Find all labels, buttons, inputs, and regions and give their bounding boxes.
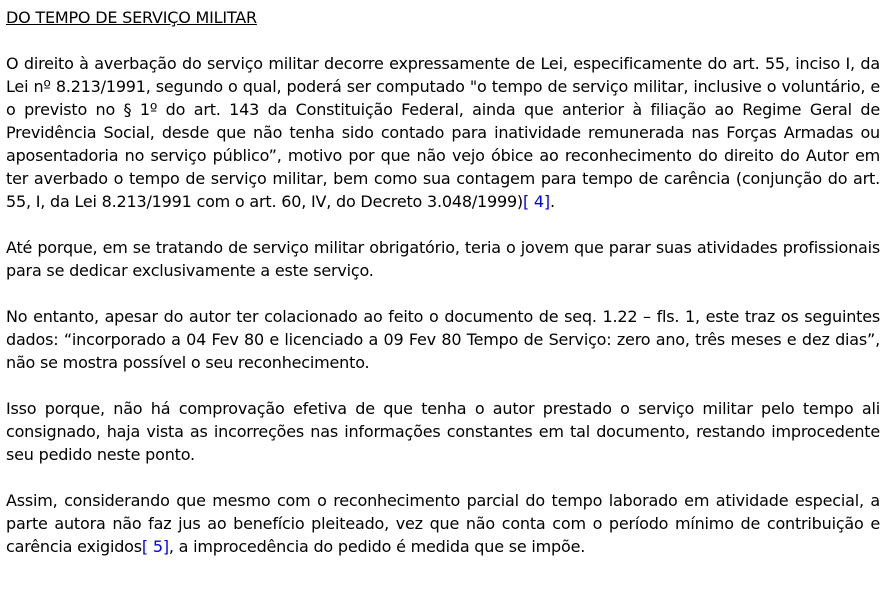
paragraph-servico-obrigatorio: Até porque, em se tratando de serviço militar obrigatório, teria o jovem que parar suas atividades profissionais para se dedicar exclusivamente a este serviço. <box>6 238 880 280</box>
paragraph-averbacao <box>6 52 880 213</box>
footnote-link-5[interactable]: [ 5] <box>141 537 169 556</box>
paragraph-text: Assim, considerando que mesmo com o reconhecimento parcial do tempo laborado em atividade especial, a parte autora não faz jus ao benefício pleiteado, vez que não conta com o período mínimo de contribuição e carência exigidos <box>6 491 880 556</box>
paragraph-documento-seq: No entanto, apesar do autor ter colacionado ao feito o documento de seq. 1.22 – fls. 1, este traz os seguintes dados: “incorporado a 04 Fev 80 e licenciado a 09 Fev 80 Tempo de Serviço: zero ano, três meses e dez dias”, não se mostra possível o seu reconhecimento. <box>6 307 880 372</box>
paragraph-text: O direito à averbação do serviço militar decorre expressamente de Lei, especificamente do art. 55, inciso I, da Lei nº 8.213/1991, segundo o qual, poderá ser computado "o tempo de serviço militar, inclusive o voluntário, e o previsto no § 1º do art. 143 da Constituição Federal, ainda que anterior à filiação ao Regime Geral de Previdência Social, desde que não tenha sido contado para inatividade remunerada nas Forças Armadas ou aposentadoria no serviço público”, motivo por que não vejo óbice ao reconhecimento do direito do Autor em ter averbado o tempo de serviço militar, bem como sua contagem para tempo de carência (conjunção do art. 55, I, da Lei 8.213/1991 com o art. 60, IV, do Decreto 3.048/1999) <box>6 54 880 211</box>
paragraph-comprovacao: Isso porque, não há comprovação efetiva de que tenha o autor prestado o serviço militar pelo tempo ali consignado, haja vista as incorreções nas informações constantes em tal documento, restando improcedente seu pedido neste ponto. <box>6 399 880 464</box>
section-heading: DO TEMPO DE SERVIÇO MILITAR <box>6 8 257 27</box>
paragraph-text-end: , a improcedência do pedido é medida que se impõe. <box>168 537 586 556</box>
paragraph-conclusao <box>6 489 880 558</box>
paragraph-text-end: . <box>549 192 555 211</box>
footnote-link-4[interactable]: [ 4] <box>522 192 550 211</box>
